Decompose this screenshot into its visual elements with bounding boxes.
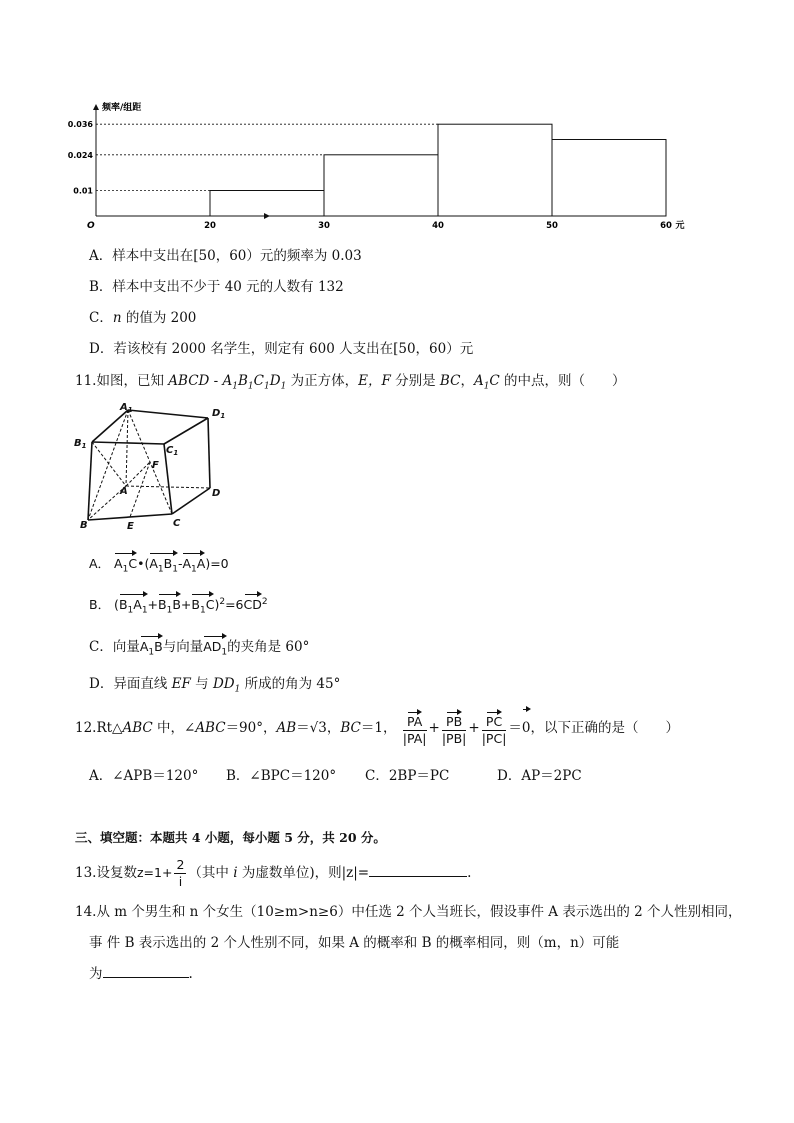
section-3-heading: 三、填空题：本题共 4 小题，每小题 5 分，共 20 分。: [75, 830, 386, 845]
q13-fraction: [174, 857, 186, 890]
q14-end: .: [188, 966, 193, 982]
q12-ab: AB: [276, 720, 297, 736]
q10-option-c: [89, 309, 196, 327]
vector-ad1: $AD_1$: [203, 634, 227, 662]
vector-pa: PA: [407, 710, 422, 730]
q10-option-a: A．样本中支出在[50，60）元的频率为 0.03: [89, 248, 362, 264]
q11-stem-end: 的中点，则（ ）: [499, 373, 626, 389]
vector-b1b: $B_1B$: [158, 592, 181, 620]
label-e: E: [127, 521, 134, 532]
q11-option-b: B． $(B_1A_1+B_1B+B_1C)^2=6CD^2$: [89, 592, 268, 620]
frequency-histogram: [67, 96, 685, 236]
q11-option-c-prefix: C．向量: [89, 639, 140, 655]
edge-c-d: [172, 488, 210, 514]
q14-line3-prefix: 为: [89, 966, 103, 982]
label-b1: $B_1$: [74, 438, 87, 450]
x-tick-label: 40: [432, 221, 444, 231]
edge-d1-d: [208, 418, 210, 488]
q12-mid2: ＝90°，: [225, 720, 277, 736]
x-tick-label: 50: [546, 221, 558, 231]
x-tick-label: 60: [660, 221, 672, 231]
q14-line-1: 14.从 m 个男生和 n 个女生（10≥m>n≥6）中任选 2 个人当班长，假设事件 A 表示选出的 2 个人性别相同，: [75, 904, 742, 920]
q13-end: .: [467, 865, 472, 881]
histogram-bar: [210, 191, 324, 217]
q11-stem-text-3: 分别是: [390, 373, 440, 389]
edge-a1-d1: [128, 410, 208, 418]
edge-b-c: [88, 514, 172, 520]
q11-stem-text-2: 为正方体，: [286, 373, 359, 389]
q12-option-b: B．∠BPC＝120°: [226, 768, 337, 784]
q11-option-a-prefix: A．: [89, 556, 111, 571]
q13-numerator: 2: [176, 857, 185, 872]
q13-mid2: 为虚数单位)，则|z|=: [237, 865, 370, 881]
q11-option-c: [89, 634, 309, 662]
q13-answer-blank[interactable]: [369, 876, 467, 877]
label-c: C: [173, 518, 181, 529]
q11-points-ef: E，F: [358, 373, 391, 389]
label-a1: $A_1$: [120, 402, 133, 414]
edge-c1-d1: [164, 418, 208, 444]
q10-option-c-var: n: [112, 310, 122, 326]
y-axis-arrow: [93, 104, 99, 110]
q12-mid1: 中，∠: [152, 720, 196, 736]
q12-mid3: ＝1，: [360, 720, 397, 736]
q13-mid: （其中: [188, 865, 234, 881]
norm-pa: PA: [407, 731, 423, 746]
q12-triangle: ABC: [122, 720, 153, 736]
q12-option-d: D．AP＝2PC: [497, 768, 582, 784]
label-a: A: [120, 486, 128, 497]
label-d1: $D_1$: [212, 408, 226, 420]
vector-a1b: $A_1B$: [140, 634, 163, 662]
q13-i: i: [233, 865, 238, 881]
q12-stem: 12.Rt△ABC 中，∠ABC＝90°，AB＝√3，BC＝1， $\frac{PA}{|PA|}$ + $\frac{PB}{|PB|}$ + $\frac{PC}{|PC|}$ ＝0，以下正确的是（ ）: [75, 707, 679, 747]
q13-prefix: 13.设复数: [75, 865, 137, 881]
q10-option-c-rest: 的值为 200: [121, 310, 197, 326]
vector-b1c: $B_1C$: [191, 592, 214, 620]
q14-line-3: [89, 965, 193, 983]
label-d: D: [212, 488, 221, 499]
q14-answer-blank[interactable]: [103, 977, 189, 978]
edge-b1-c1: [92, 442, 164, 444]
q11-option-b-sup-2: 2: [261, 596, 268, 607]
y-tick-label: 0.024: [67, 150, 93, 160]
q11-dash: -: [209, 373, 223, 389]
q12-option-a: A．∠APB＝120°: [89, 768, 199, 784]
q11-option-d-dd1: $DD_1$: [212, 676, 241, 695]
q12-angle: ABC: [195, 720, 226, 736]
histogram-bar: [438, 124, 552, 216]
label-b: B: [80, 520, 88, 531]
q11-cube-name-2: $A_1B_1C_1D_1$: [222, 373, 287, 392]
cube-figure: [72, 402, 232, 532]
label-f: F: [152, 460, 159, 471]
q11-option-b-sup: 2: [219, 596, 226, 607]
q13-stem: [75, 856, 471, 890]
vector-pb: PB: [446, 710, 462, 730]
q11-option-c-end: 的夹角是 60°: [227, 639, 310, 655]
edge-b1-b: [88, 442, 92, 520]
edge-a1-a-hidden: [126, 410, 128, 486]
fraction-pb: $\frac{PB}{|PB|}$: [442, 710, 467, 747]
q13-z-eq: z=1+: [136, 865, 173, 880]
q11-stem: [75, 372, 626, 396]
norm-pb: PB: [446, 731, 463, 746]
q11-option-d-dd: DD: [212, 676, 235, 692]
q12-eq-sqrt: ＝√3，: [296, 720, 341, 736]
q11-option-b-eq: =6: [225, 597, 244, 612]
vector-cd: CD: [244, 592, 262, 614]
q11-number: 11.: [75, 373, 97, 389]
label-c1: $C_1$: [166, 445, 179, 457]
y-tick-label: 0.01: [73, 186, 93, 196]
edge-a-d-hidden: [126, 486, 210, 488]
histogram-bar: [324, 155, 438, 216]
q11-cube-name: ABCD: [168, 373, 210, 389]
diag-b1-a: [92, 442, 126, 486]
histogram-bar: [552, 140, 666, 217]
y-axis-label: 频率/组距: [102, 103, 142, 113]
fraction-pc: $\frac{PC}{|PC|}$: [482, 710, 507, 747]
q11-option-a: A． $A_1C•(A_1B_1-A_1A)=0$: [89, 551, 229, 579]
q11-option-c-mid: 与向量: [162, 639, 204, 655]
fraction-pa: $\frac{PA}{|PA|}$: [403, 710, 427, 747]
q10-option-d: D．若该校有 2000 名学生，则定有 600 人支出在[50，60）元: [89, 341, 474, 357]
zero-vector: 0: [522, 707, 531, 745]
q11-comma: ，: [460, 373, 474, 389]
x-axis-unit: 元: [675, 221, 685, 231]
vector-b1a1: $B_1A_1$: [119, 592, 148, 620]
q11-option-d-prefix: D．异面直线: [89, 676, 172, 692]
q10-option-b: B．样本中支出不少于 40 元的人数有 132: [89, 279, 344, 295]
diag-a1-b: [88, 410, 128, 520]
q11-stem-text: 如图，已知: [96, 373, 169, 389]
x-tick-label: 30: [318, 221, 330, 231]
q13-denominator: i: [178, 874, 183, 889]
q11-option-b-prefix: B．: [89, 597, 111, 612]
q14-line-2: 事 件 B 表示选出的 2 个人性别不同，如果 A 的概率和 B 的概率相同，则（m，n）可能: [89, 935, 620, 951]
q11-option-d-end: 所成的角为 45°: [240, 676, 341, 692]
q11-option-d: [89, 675, 340, 699]
q11-option-d-mid: 与: [190, 676, 213, 692]
q12-end: ，以下正确的是（ ）: [530, 720, 680, 736]
y-tick-label: 0.036: [67, 120, 93, 130]
q12-option-c: C．2BP＝PC: [365, 768, 450, 784]
q11-segment-a1c: $A_1C$: [473, 373, 500, 392]
q12-prefix: 12.Rt△: [75, 720, 123, 736]
q10-option-c-prefix: C．: [89, 310, 113, 326]
q11-option-a-eq: =0: [210, 556, 229, 571]
x-tick-label: 20: [204, 221, 216, 231]
seg-f-e: [130, 462, 150, 517]
q11-option-d-ef: EF: [171, 676, 191, 692]
vector-a1a: $A_1A$: [182, 551, 205, 579]
q11-segment-bc: BC: [439, 373, 461, 389]
vector-pc: PC: [486, 710, 502, 730]
origin-label: O: [87, 221, 95, 231]
vector-a1c: $A_1C$: [114, 551, 137, 579]
norm-pc: PC: [485, 731, 503, 746]
vector-a1b1: $A_1B_1$: [149, 551, 178, 579]
q12-bc: BC: [340, 720, 361, 736]
seg-a-f: [126, 462, 150, 486]
